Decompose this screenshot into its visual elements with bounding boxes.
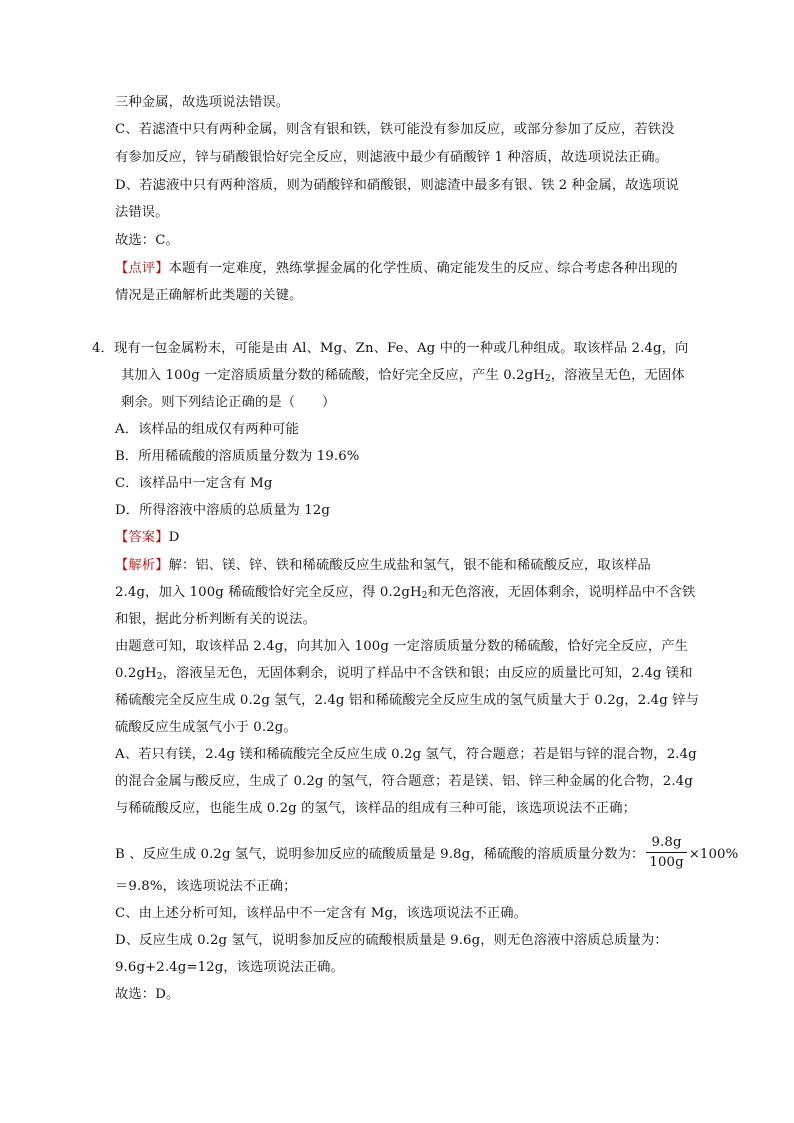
q4-stem-text: 其加入 100g 一定溶质质量分数的稀硫酸，恰好完全反应，产生 0.2gH	[121, 368, 545, 383]
q3-text-line: 三种金属，故选项说法错误。	[115, 95, 290, 110]
q4-analysis	[115, 556, 651, 576]
analysis-line: 由题意可知，取该样品 2.4g，向其加入 100g 一定溶质质量分数的稀硫酸，恰好完全反应，产生	[115, 639, 689, 654]
analysis-line: 硫酸反应生成氢气小于 0.2g。	[115, 720, 297, 735]
subscript: 2	[421, 591, 428, 601]
analysis-option-a: A、若只有镁，2.4g 镁和稀硫酸完全反应生成 0.2g 氢气，符合题意；若是铝与锌的混合物，2.4g	[115, 747, 697, 762]
fraction-numerator: 9.8g	[646, 834, 686, 853]
analysis-option-d-cont: 9.6g+2.4g=12g，该选项说法正确。	[115, 960, 344, 975]
q4-stem-cont	[121, 366, 685, 386]
analysis-tag: 【解析】	[115, 558, 169, 573]
q4-choice: 故选：D。	[115, 987, 180, 1002]
q4-option-b: B．所用稀硫酸的溶质质量分数为 19.6%	[115, 449, 360, 464]
answer-tag: 【答案】	[115, 530, 169, 545]
q3-option-c-analysis: C、若滤渣中只有两种金属，则含有银和铁，铁可能没有参加反应，或部分参加了反应，若铁没	[115, 122, 675, 137]
q3-option-c-analysis-cont: 有参加反应，锌与硝酸银恰好完全反应，则滤液中最少有硝酸锌 1 种溶质，故选项说法正确。	[115, 150, 669, 165]
q4-stem-end: 剩余。则下列结论正确的是（ ）	[121, 395, 336, 410]
analysis-text: B 、反应生成 0.2g 氢气，说明参加反应的硫酸质量是 9.8g，稀硫酸的溶质质量分数为：	[115, 847, 645, 862]
q4-answer	[115, 528, 179, 548]
analysis-option-b-result: ＝9.8%，该选项说法不正确；	[115, 879, 297, 894]
q3-option-d-analysis: D、若滤液中只有两种溶质，则为硝酸锌和硝酸银，则滤渣中最多有银、铁 2 种金属，故选项说	[115, 178, 679, 193]
analysis-text: 解：铝、镁、锌、铁和稀硫酸反应生成盐和氢气，银不能和稀硫酸反应，取该样品	[168, 558, 651, 573]
q4-option-c: C．该样品中一定含有 Mg	[115, 476, 273, 491]
q3-comment-cont: 情况是正确解析此类题的关键。	[115, 288, 303, 303]
q4-stem-text: ，溶液呈无色，无固体	[550, 368, 685, 383]
analysis-option-a-cont: 的混合金属与酸反应，生成了 0.2g 的氢气，符合题意；若是镁、铝、锌三种金属的化合物，2.4g	[115, 774, 693, 789]
fraction-denominator: 100g	[649, 855, 684, 870]
subscript: 2	[156, 672, 163, 682]
q3-option-d-analysis-cont: 法错误。	[115, 205, 169, 220]
comment-tag: 【点评】	[115, 261, 169, 276]
q4-option-d: D．所得溶液中溶质的总质量为 12g	[115, 503, 330, 518]
analysis-line: 稀硫酸完全反应生成 0.2g 氢气，2.4g 铝和稀硫酸完全反应生成的氢气质量大于 0.2g，2.4g 锌与	[115, 693, 699, 708]
analysis-text: 和无色溶液，无固体剩余，说明样品中不含铁	[427, 585, 696, 600]
subscript: 2	[544, 374, 551, 384]
analysis-option-a-end: 与稀硫酸反应，也能生成 0.2g 的氢气，该样品的组成有三种可能，该选项说法不正确；	[115, 801, 636, 816]
q3-comment	[115, 259, 678, 279]
comment-text: 本题有一定难度，熟练掌握金属的化学性质、确定能发生的反应、综合考虑各种出现的	[168, 261, 678, 276]
fraction	[646, 834, 686, 871]
analysis-text: 2.4g，加入 100g 稀硫酸恰好完全反应，得 0.2gH	[115, 585, 422, 600]
analysis-line	[115, 664, 693, 684]
q4-stem: 4．现有一包金属粉末，可能是由 Al、Mg、Zn、Fe、Ag 中的一种或几种组成。取该样品 2.4g，向	[92, 341, 689, 356]
analysis-option-d: D、反应生成 0.2g 氢气，说明参加反应的硫酸根质量是 9.6g，则无色溶液中溶质总质量为：	[115, 933, 668, 948]
analysis-option-b	[115, 836, 738, 873]
analysis-text: 0.2gH	[115, 666, 157, 681]
analysis-text: ，溶液呈无色，无固体剩余，说明了样品中不含铁和银；由反应的质量比可知，2.4g 镁和	[162, 666, 693, 681]
analysis-line	[115, 583, 695, 603]
answer-value: D	[168, 530, 180, 545]
q4-option-a: A．该样品的组成仅有两种可能	[115, 422, 299, 437]
analysis-text: ×100%	[688, 847, 739, 862]
q3-choice: 故选：C。	[115, 233, 179, 248]
analysis-option-c: C、由上述分析可知，该样品中不一定含有 Mg，该选项说法不正确。	[115, 906, 528, 921]
analysis-line: 和银，据此分析判断有关的说法。	[115, 612, 316, 627]
